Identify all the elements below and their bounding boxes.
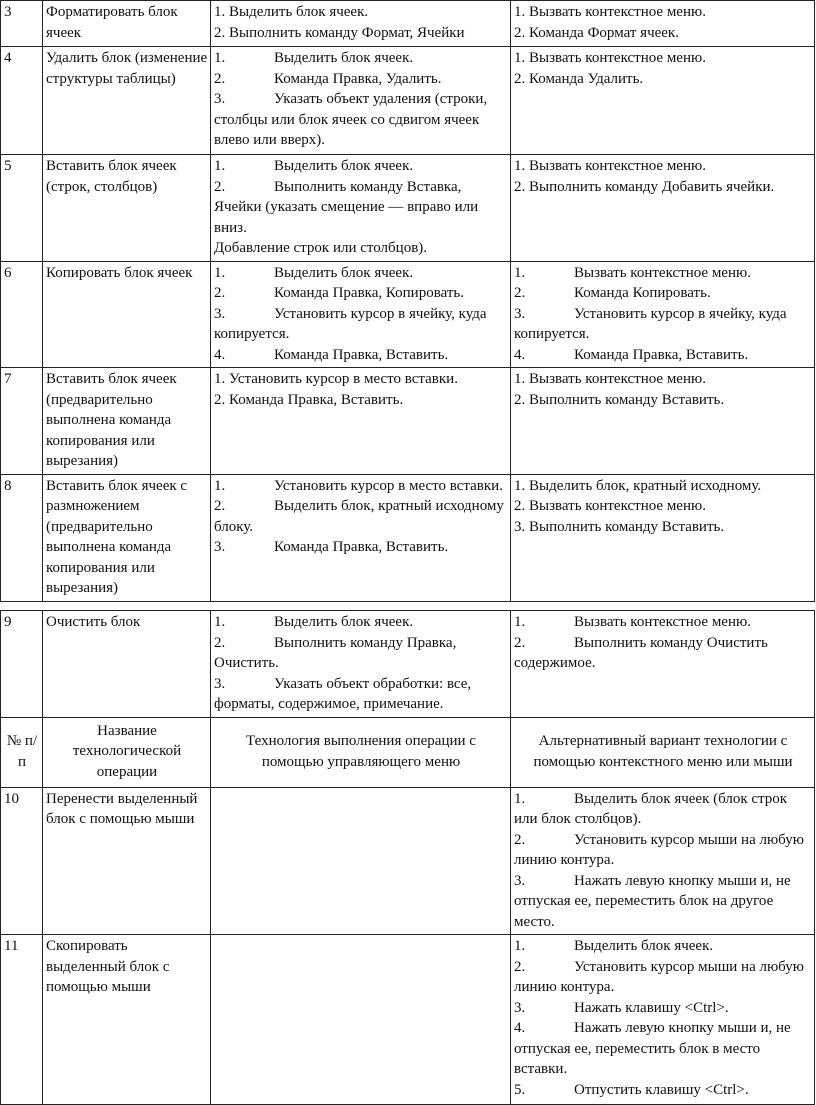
menu-steps — [211, 261, 511, 368]
step-text: Команда Правка, Вставить. — [274, 539, 449, 555]
step-item — [514, 69, 812, 90]
step-item — [214, 238, 508, 259]
step-number: 3. — [514, 999, 526, 1016]
header-number: № п/п — [1, 717, 43, 787]
step-number: 4. — [214, 346, 226, 363]
table-body — [1, 611, 815, 1105]
step-item — [514, 476, 812, 497]
step-text: Выполнить команду Правка, Очистить. — [214, 634, 457, 671]
row-number: 3 — [1, 1, 43, 47]
table-row — [1, 474, 815, 601]
step-text: Выполнить команду Формат, Ячейки — [229, 24, 465, 41]
step-item — [514, 830, 812, 871]
operation-name: Скопировать выделенный блок с помощью мыши — [43, 935, 211, 1105]
step-text: Вызвать контекстное меню. — [574, 264, 751, 281]
step-text: Выделить блок ячеек (блок строк или блок столбцов). — [514, 790, 788, 827]
step-item — [214, 390, 508, 411]
step-item — [514, 612, 812, 633]
step-number: 1. — [214, 158, 226, 174]
menu-steps — [211, 368, 511, 475]
step-text: Установить курсор в ячейку, куда копируется. — [214, 305, 487, 342]
step-text: Установить курсор в место вставки. — [274, 477, 503, 494]
step-item — [514, 48, 812, 69]
step-item — [514, 633, 812, 674]
step-number: 1. — [514, 790, 526, 807]
step-text: Указать объект обработки: все, форматы, содержимое, примечание. — [214, 675, 472, 712]
step-number: 4. — [514, 1020, 526, 1036]
step-number: 2. — [514, 70, 526, 87]
alt-steps — [511, 787, 815, 935]
step-item — [214, 345, 508, 366]
step-item — [514, 283, 812, 304]
step-text: Выполнить команду Вставить. — [529, 391, 725, 408]
step-item — [514, 345, 812, 366]
step-text: Вызвать контекстное меню. — [529, 498, 706, 514]
step-item — [514, 936, 812, 957]
alt-steps — [511, 261, 815, 368]
step-number: 2. — [514, 634, 526, 651]
step-text: Установить курсор мыши на любую линию контура. — [514, 831, 804, 868]
alt-steps — [511, 155, 815, 262]
step-number: 1. — [214, 614, 226, 630]
step-number: 1. — [514, 264, 526, 281]
step-text: Выделить блок ячеек. — [229, 4, 369, 20]
step-text: Выделить блок, кратный исходному. — [529, 477, 762, 494]
step-text: Нажать клавишу <Ctrl>. — [574, 999, 729, 1016]
step-item — [514, 1018, 812, 1080]
step-text: Установить курсор в место вставки. — [229, 371, 458, 387]
step-item — [214, 537, 508, 558]
step-number: 2. — [514, 178, 526, 195]
operation-name: Удалить блок (изменение структуры таблицы) — [43, 47, 211, 155]
step-item — [514, 517, 812, 538]
step-text: Выполнить команду Очистить содержимое. — [514, 634, 768, 671]
step-number: 3. — [214, 91, 226, 107]
step-item — [214, 612, 508, 633]
operation-name: Копировать блок ячеек — [43, 261, 211, 368]
menu-steps — [211, 935, 511, 1105]
header-alt-technology: Альтернативный вариант технологии с помощью контекстного меню или мыши — [511, 717, 815, 787]
step-number: 2. — [514, 958, 526, 975]
operations-table-part-2 — [0, 610, 815, 1105]
step-number: 2. — [214, 178, 226, 195]
step-number: 2. — [214, 70, 226, 87]
step-text: Установить курсор в ячейку, куда копируется. — [514, 305, 787, 342]
step-item — [514, 789, 812, 830]
step-text: Добавление строк или столбцов). — [214, 240, 428, 256]
step-text: Вызвать контекстное меню. — [529, 4, 706, 20]
step-number: 1. — [214, 477, 226, 494]
alt-steps — [511, 474, 815, 601]
operation-name: Перенести выделенный блок с помощью мыши — [43, 787, 211, 935]
step-number: 3. — [214, 675, 226, 692]
operation-name: Вставить блок ячеек (предварительно выполнена команда копирования или вырезания) — [43, 368, 211, 475]
step-item — [514, 304, 812, 345]
row-number: 4 — [1, 47, 43, 155]
step-number: 1. — [214, 371, 226, 387]
step-number: 2. — [214, 391, 226, 408]
step-text: Установить курсор мыши на любую линию контура. — [514, 958, 804, 995]
step-text: Нажать левую кнопку мыши и, не отпуская ее, переместить блок в место вставки. — [514, 1020, 791, 1077]
row-number: 11 — [1, 935, 43, 1105]
step-item — [514, 2, 812, 23]
row-number: 5 — [1, 155, 43, 262]
step-text: Команда Удалить. — [529, 70, 644, 87]
step-number: 1. — [214, 50, 226, 66]
step-item — [214, 89, 508, 151]
table-row — [1, 935, 815, 1105]
step-number: 3. — [514, 872, 526, 889]
step-item — [214, 283, 508, 304]
step-text: Вызвать контекстное меню. — [574, 614, 751, 630]
row-number: 7 — [1, 368, 43, 475]
step-number: 3. — [214, 305, 226, 322]
row-number: 6 — [1, 261, 43, 368]
step-number: 1. — [514, 158, 526, 174]
menu-steps — [211, 47, 511, 155]
header-row — [1, 717, 815, 787]
alt-steps — [511, 1, 815, 47]
step-text: Команда Формат ячеек. — [529, 24, 679, 41]
step-item — [214, 69, 508, 90]
menu-steps — [211, 155, 511, 262]
table-row — [1, 1, 815, 47]
step-item — [214, 369, 508, 390]
step-item — [514, 369, 812, 390]
step-number: 3. — [214, 539, 226, 555]
step-number: 2. — [214, 24, 226, 41]
alt-steps — [511, 935, 815, 1105]
step-number: 4. — [514, 346, 526, 363]
step-text: Выполнить команду Вставка, Ячейки (указать смещение — вправо или вниз. — [214, 178, 479, 236]
table-row — [1, 611, 815, 718]
alt-steps — [511, 368, 815, 475]
step-number: 2. — [514, 24, 526, 41]
table-row — [1, 787, 815, 935]
row-number: 8 — [1, 474, 43, 601]
step-number: 1. — [214, 264, 226, 281]
table-row — [1, 261, 815, 368]
row-number: 9 — [1, 611, 43, 718]
step-text: Вызвать контекстное меню. — [529, 50, 706, 66]
table-row — [1, 47, 815, 155]
step-item — [514, 263, 812, 284]
step-number: 3. — [514, 305, 526, 322]
step-item — [514, 998, 812, 1019]
operation-name: Вставить блок ячеек с размножением (предварительно выполнена команда копирования или вырезания) — [43, 474, 211, 601]
step-text: Выделить блок ячеек. — [274, 158, 414, 174]
step-text: Нажать левую кнопку мыши и, не отпуская ее, переместить блок на другое место. — [514, 872, 791, 930]
menu-steps — [211, 787, 511, 935]
header-operation-name: Название технологической операции — [43, 717, 211, 787]
step-number: 2. — [214, 285, 226, 301]
step-number: 3. — [514, 518, 526, 535]
step-text: Выделить блок ячеек. — [574, 938, 714, 954]
step-item — [214, 496, 508, 537]
step-item — [514, 390, 812, 411]
step-item — [214, 633, 508, 674]
step-number: 2. — [514, 498, 526, 514]
step-number: 2. — [514, 831, 526, 848]
operation-name: Форматировать блок ячеек — [43, 1, 211, 47]
step-item — [214, 177, 508, 239]
step-text: Вызвать контекстное меню. — [529, 371, 706, 387]
menu-steps — [211, 611, 511, 718]
step-item — [214, 156, 508, 177]
step-number: 1. — [514, 50, 526, 66]
step-text: Команда Правка, Вставить. — [274, 346, 449, 363]
table-row — [1, 368, 815, 475]
step-number: 1. — [214, 4, 226, 20]
step-text: Выделить блок, кратный исходному блоку. — [214, 498, 504, 535]
step-item — [214, 263, 508, 284]
step-text: Отпустить клавишу <Ctrl>. — [574, 1081, 749, 1098]
step-number: 5. — [514, 1081, 526, 1098]
step-item — [214, 476, 508, 497]
step-text: Команда Правка, Копировать. — [274, 285, 464, 301]
step-item — [514, 1080, 812, 1101]
step-item — [514, 496, 812, 517]
step-item — [214, 23, 508, 44]
step-text: Указать объект удаления (строки, столбцы или блок ячеек со сдвигом ячеек влево или вверх). — [214, 91, 488, 148]
step-text: Выделить блок ячеек. — [274, 264, 414, 281]
step-text: Выполнить команду Добавить ячейки. — [529, 178, 775, 195]
step-number: 1. — [514, 477, 526, 494]
alt-steps — [511, 47, 815, 155]
step-text: Вызвать контекстное меню. — [529, 158, 706, 174]
row-number: 10 — [1, 787, 43, 935]
step-number: 2. — [214, 498, 226, 514]
step-text: Команда Правка, Вставить. — [229, 391, 404, 408]
step-number: 1. — [514, 614, 526, 630]
operation-name: Вставить блок ячеек (строк, столбцов) — [43, 155, 211, 262]
step-item — [214, 48, 508, 69]
operation-name: Очистить блок — [43, 611, 211, 718]
step-text: Выделить блок ячеек. — [274, 50, 414, 66]
step-text: Команда Правка, Удалить. — [274, 70, 442, 87]
step-item — [214, 304, 508, 345]
menu-steps — [211, 1, 511, 47]
menu-steps — [211, 474, 511, 601]
step-item — [514, 957, 812, 998]
alt-steps — [511, 611, 815, 718]
step-item — [214, 674, 508, 715]
step-text: Выполнить команду Вставить. — [529, 518, 725, 535]
header-menu-technology: Технология выполнения операции с помощью управляющего меню — [211, 717, 511, 787]
step-number: 1. — [514, 371, 526, 387]
step-item — [214, 2, 508, 23]
step-number: 1. — [514, 938, 526, 954]
step-item — [514, 23, 812, 44]
table-body — [1, 1, 815, 602]
step-number: 2. — [514, 391, 526, 408]
step-item — [514, 177, 812, 198]
step-text: Команда Копировать. — [574, 285, 711, 301]
step-number: 1. — [514, 4, 526, 20]
step-item — [514, 871, 812, 933]
step-text: Выделить блок ячеек. — [274, 614, 414, 630]
step-number: 2. — [214, 634, 226, 651]
step-number: 2. — [514, 285, 526, 301]
step-item — [514, 156, 812, 177]
table-row — [1, 155, 815, 262]
step-text: Команда Правка, Вставить. — [574, 346, 749, 363]
